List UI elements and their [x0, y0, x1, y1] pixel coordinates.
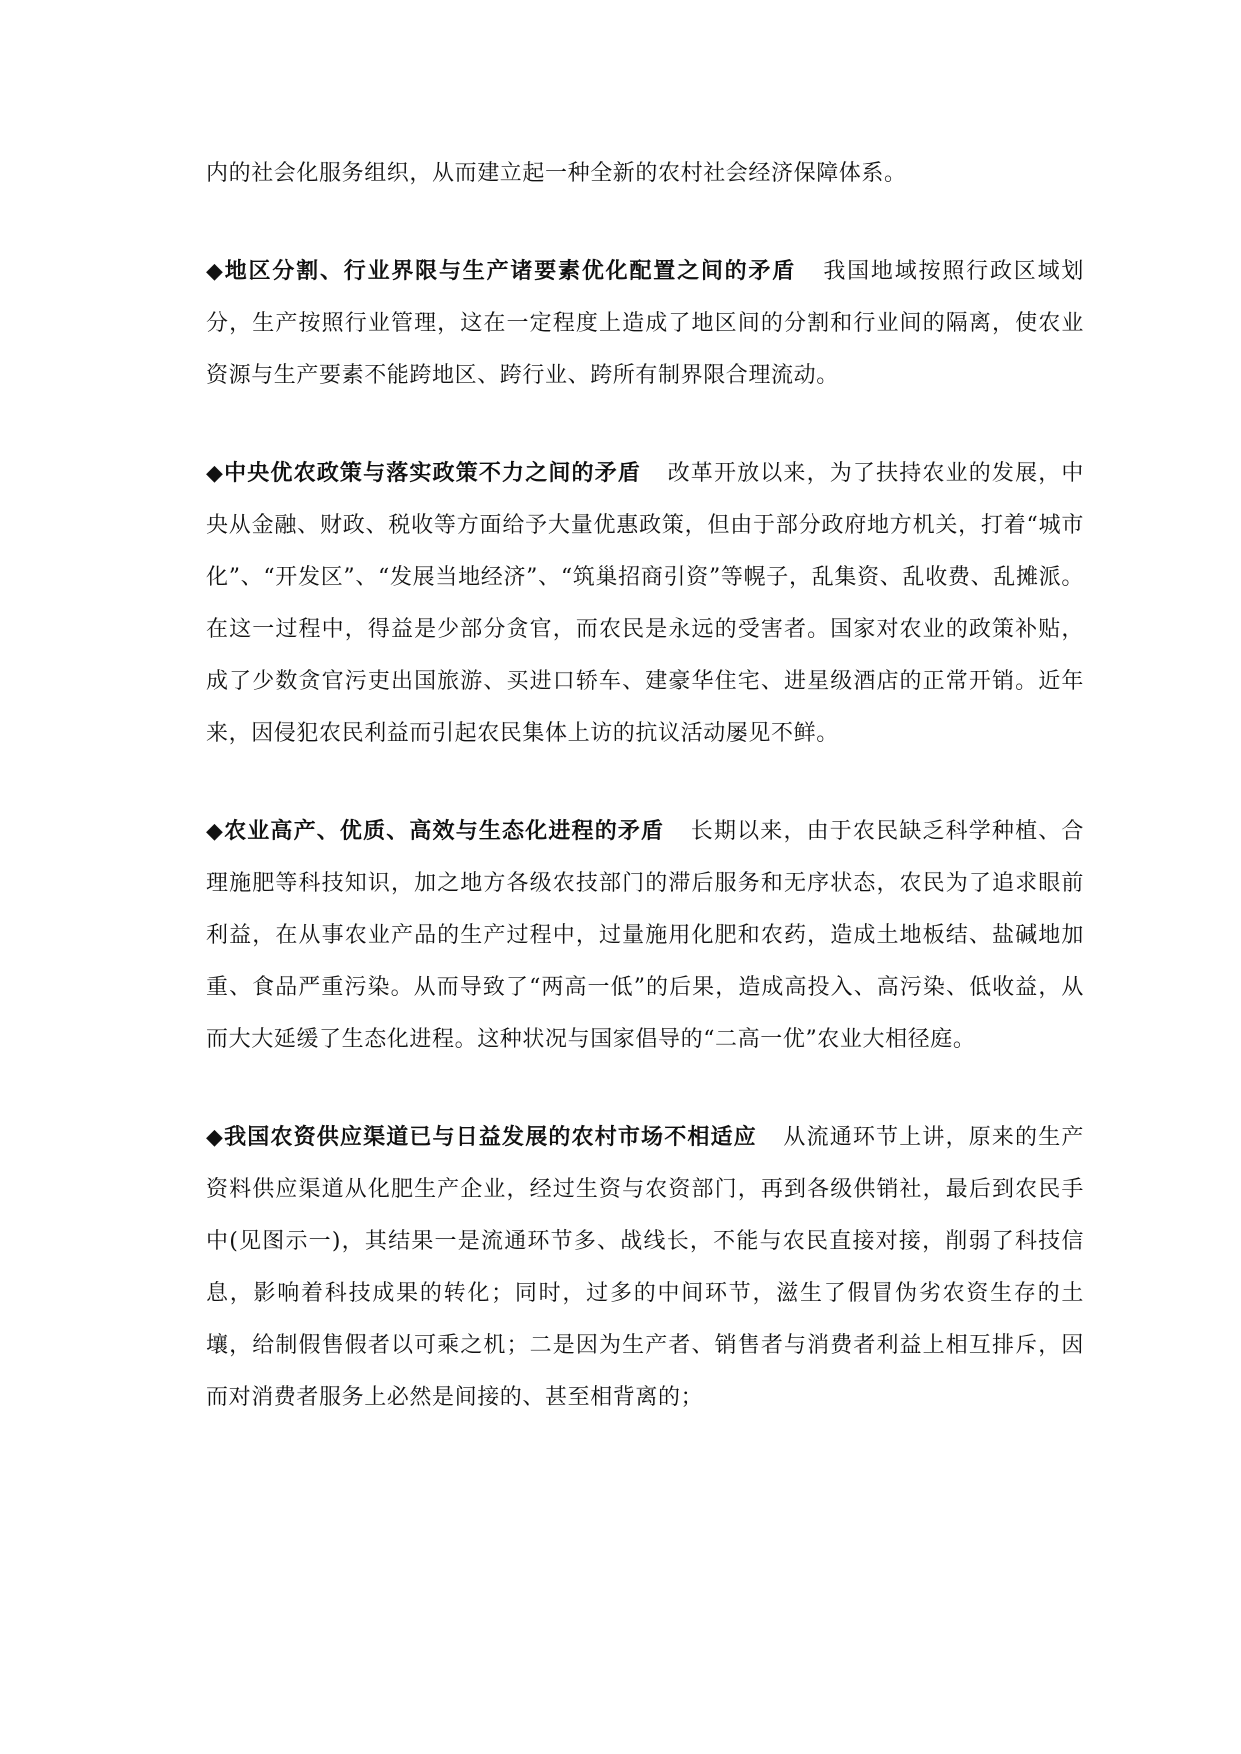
paragraph-text: 从流通环节上讲，原来的生产资料供应渠道从化肥生产企业，经过生资与农资部门，再到各级供销社，最后到农民手中(见图示一)，其结果一是流通环节多、战线长，不能与农民直接对接，削弱了科技信息，影响着科技成果的转化；同时，过多的中间环节，滋生了假冒伪劣农资生存的土壤，给制假售假者以可乘之机；二是因为生产者、销售者与消费者利益上相互排斥，因而对消费者服务上必然是间接的、甚至相背离的；: [206, 1125, 1084, 1410]
paragraph-region-industry-conflict: [206, 246, 1084, 402]
paragraph-heading: ◆农业高产、优质、高效与生态化进程的矛盾: [206, 819, 665, 844]
paragraph-ecology-conflict: [206, 806, 1084, 1066]
paragraph-heading: ◆地区分割、行业界限与生产诸要素优化配置之间的矛盾: [206, 259, 797, 284]
paragraph-text: 改革开放以来，为了扶持农业的发展，中央从金融、财政、税收等方面给予大量优惠政策，但由于部分政府地方机关，打着“城市化”、“开发区”、“发展当地经济”、“筑巢招商引资”等幌子，乱集资、乱收费、乱摊派。在这一过程中，得益是少部分贪官，而农民是永远的受害者。国家对农业的政策补贴，成了少数贪官污吏出国旅游、买进口轿车、建豪华住宅、进星级酒店的正常开销。近年来，因侵犯农民利益而引起农民集体上访的抗议活动屡见不鲜。: [206, 461, 1084, 746]
paragraph-continuation: [206, 148, 1084, 200]
paragraph-text: 内的社会化服务组织，从而建立起一种全新的农村社会经济保障体系。: [206, 161, 907, 186]
paragraph-supply-channel: [206, 1112, 1084, 1424]
paragraph-text: 长期以来，由于农民缺乏科学种植、合理施肥等科技知识，加之地方各级农技部门的滞后服务和无序状态，农民为了追求眼前利益，在从事农业产品的生产过程中，过量施用化肥和农药，造成土地板结、盐碱地加重、食品严重污染。从而导致了“两高一低”的后果，造成高投入、高污染、低收益，从而大大延缓了生态化进程。这种状况与国家倡导的“二高一优”农业大相径庭。: [206, 819, 1085, 1052]
document-page: [206, 148, 1084, 1424]
paragraph-text: 我国地域按照行政区域划分，生产按照行业管理，这在一定程度上造成了地区间的分割和行业间的隔离，使农业资源与生产要素不能跨地区、跨行业、跨所有制界限合理流动。: [206, 259, 1084, 388]
paragraph-heading: ◆我国农资供应渠道已与日益发展的农村市场不相适应: [206, 1125, 757, 1150]
paragraph-central-policy-conflict: [206, 448, 1084, 760]
paragraph-heading: ◆中央优农政策与落实政策不力之间的矛盾: [206, 461, 642, 486]
